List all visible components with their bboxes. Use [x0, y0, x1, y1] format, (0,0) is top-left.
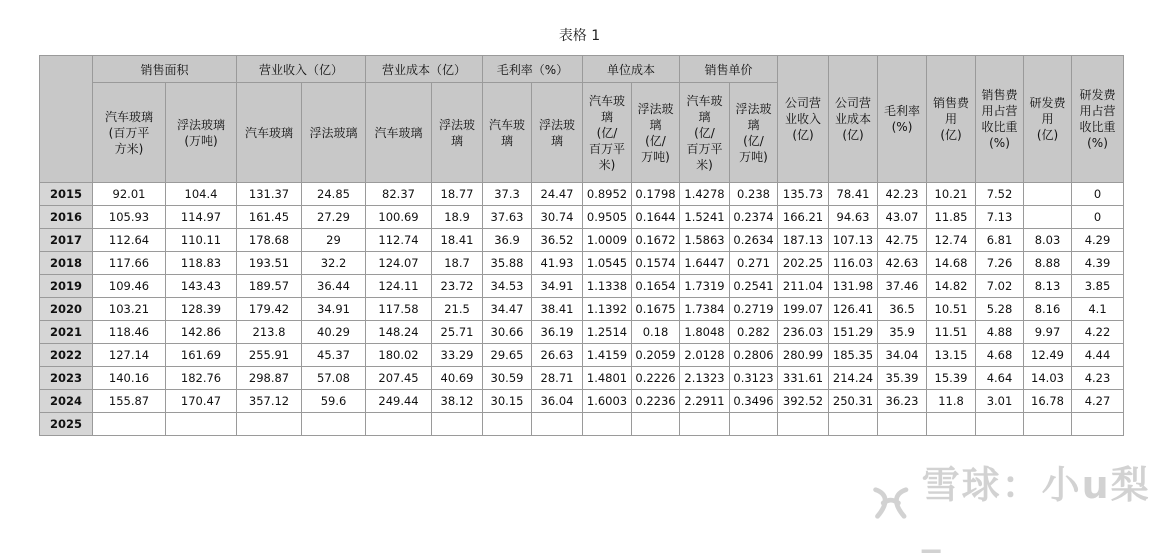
table-row: [40, 413, 1124, 436]
data-cell: 0: [1072, 206, 1124, 229]
data-cell: 110.11: [166, 229, 237, 252]
data-cell: 0.2806: [730, 344, 778, 367]
data-cell: 1.0545: [583, 252, 632, 275]
data-cell: 35.39: [878, 367, 927, 390]
data-cell: 255.91: [237, 344, 302, 367]
data-cell: 9.97: [1024, 321, 1072, 344]
data-cell: 0.8952: [583, 183, 632, 206]
data-cell: 1.7319: [680, 275, 730, 298]
data-cell: 128.39: [166, 298, 237, 321]
data-cell: 1.4801: [583, 367, 632, 390]
data-cell: 100.69: [366, 206, 432, 229]
data-cell: 4.88: [976, 321, 1024, 344]
data-cell: 0.3496: [730, 390, 778, 413]
data-cell: [976, 413, 1024, 436]
table-row: [40, 390, 1124, 413]
data-cell: 250.31: [829, 390, 878, 413]
table-row: [40, 206, 1124, 229]
data-cell: 1.0009: [583, 229, 632, 252]
data-cell: 143.43: [166, 275, 237, 298]
table-row: [40, 344, 1124, 367]
table-header: [40, 56, 1124, 183]
data-cell: 0.2374: [730, 206, 778, 229]
data-cell: 1.4278: [680, 183, 730, 206]
data-cell: 1.5863: [680, 229, 730, 252]
data-cell: 35.9: [878, 321, 927, 344]
data-cell: 0.2059: [632, 344, 680, 367]
year-cell: 2019: [40, 275, 93, 298]
table-row: [40, 367, 1124, 390]
data-cell: 0.1574: [632, 252, 680, 275]
data-cell: 2.2911: [680, 390, 730, 413]
data-cell: 148.24: [366, 321, 432, 344]
data-cell: 36.44: [302, 275, 366, 298]
data-cell: 24.47: [532, 183, 583, 206]
data-cell: 0.2236: [632, 390, 680, 413]
data-cell: 0.2719: [730, 298, 778, 321]
data-cell: 18.77: [432, 183, 483, 206]
data-cell: 298.87: [237, 367, 302, 390]
data-cell: 249.44: [366, 390, 432, 413]
data-cell: 15.39: [927, 367, 976, 390]
table-row: [40, 298, 1124, 321]
data-cell: 0.2634: [730, 229, 778, 252]
sub-header-4-0: 汽车玻 璃 (亿/ 百万平 米): [583, 83, 632, 183]
single-header-3: 销售费 用 (亿): [927, 56, 976, 183]
data-cell: 131.98: [829, 275, 878, 298]
data-cell: 140.16: [93, 367, 166, 390]
group-header-5: 销售单价: [680, 56, 778, 83]
data-cell: 1.6447: [680, 252, 730, 275]
data-cell: 189.57: [237, 275, 302, 298]
watermark: [868, 462, 1159, 553]
data-cell: 117.66: [93, 252, 166, 275]
data-cell: 42.75: [878, 229, 927, 252]
data-cell: [927, 413, 976, 436]
data-cell: 34.04: [878, 344, 927, 367]
data-cell: 3.01: [976, 390, 1024, 413]
data-cell: 0.1798: [632, 183, 680, 206]
data-cell: [680, 413, 730, 436]
data-cell: [1072, 413, 1124, 436]
data-cell: 331.61: [778, 367, 829, 390]
data-cell: 29: [302, 229, 366, 252]
data-cell: 18.9: [432, 206, 483, 229]
table-row: [40, 229, 1124, 252]
data-cell: 41.93: [532, 252, 583, 275]
data-cell: 5.28: [976, 298, 1024, 321]
data-cell: 105.93: [93, 206, 166, 229]
data-cell: 0.1654: [632, 275, 680, 298]
data-cell: [532, 413, 583, 436]
table-row: [40, 275, 1124, 298]
data-cell: 392.52: [778, 390, 829, 413]
data-cell: [583, 413, 632, 436]
data-cell: 0.271: [730, 252, 778, 275]
data-cell: 23.72: [432, 275, 483, 298]
single-header-2: 毛利率 (%): [878, 56, 927, 183]
data-cell: 21.5: [432, 298, 483, 321]
group-header-3: 毛利率（%）: [483, 56, 583, 83]
data-cell: 25.71: [432, 321, 483, 344]
data-cell: 43.07: [878, 206, 927, 229]
data-cell: 34.91: [532, 275, 583, 298]
sub-header-4-1: 浮法玻 璃 (亿/ 万吨): [632, 83, 680, 183]
data-cell: [432, 413, 483, 436]
data-cell: 42.63: [878, 252, 927, 275]
year-cell: 2024: [40, 390, 93, 413]
data-cell: [1024, 183, 1072, 206]
data-cell: 37.63: [483, 206, 532, 229]
data-cell: 42.23: [878, 183, 927, 206]
data-cell: 124.07: [366, 252, 432, 275]
year-cell: 2016: [40, 206, 93, 229]
data-cell: 4.44: [1072, 344, 1124, 367]
data-cell: 7.26: [976, 252, 1024, 275]
data-cell: 107.13: [829, 229, 878, 252]
data-cell: 36.04: [532, 390, 583, 413]
data-cell: 179.42: [237, 298, 302, 321]
data-cell: 0.2541: [730, 275, 778, 298]
data-cell: 8.16: [1024, 298, 1072, 321]
year-cell: 2020: [40, 298, 93, 321]
data-cell: 36.19: [532, 321, 583, 344]
data-cell: 10.21: [927, 183, 976, 206]
data-cell: 36.9: [483, 229, 532, 252]
sub-header-3-1: 浮法玻璃: [532, 83, 583, 183]
data-cell: 57.08: [302, 367, 366, 390]
data-cell: [730, 413, 778, 436]
data-cell: 13.15: [927, 344, 976, 367]
corner-header-cell: [40, 56, 93, 183]
data-cell: 4.29: [1072, 229, 1124, 252]
data-cell: 82.37: [366, 183, 432, 206]
data-cell: 202.25: [778, 252, 829, 275]
data-cell: 124.11: [366, 275, 432, 298]
data-cell: 0.282: [730, 321, 778, 344]
data-cell: 2.0128: [680, 344, 730, 367]
sub-header-5-0: 汽车玻 璃 (亿/ 百万平 米): [680, 83, 730, 183]
data-cell: 185.35: [829, 344, 878, 367]
data-cell: 170.47: [166, 390, 237, 413]
data-cell: 127.14: [93, 344, 166, 367]
data-cell: 37.46: [878, 275, 927, 298]
sub-header-3-0: 汽车玻 璃: [483, 83, 532, 183]
data-cell: 1.8048: [680, 321, 730, 344]
data-cell: 1.2514: [583, 321, 632, 344]
data-cell: 30.66: [483, 321, 532, 344]
data-cell: 161.69: [166, 344, 237, 367]
data-cell: 207.45: [366, 367, 432, 390]
single-header-1: 公司营 业成本 (亿): [829, 56, 878, 183]
data-cell: 118.46: [93, 321, 166, 344]
year-cell: 2017: [40, 229, 93, 252]
sub-header-2-0: 汽车玻璃: [366, 83, 432, 183]
data-cell: 92.01: [93, 183, 166, 206]
table-body: [40, 183, 1124, 436]
data-cell: [93, 413, 166, 436]
sub-header-0-1: 浮法玻璃 (万吨): [166, 83, 237, 183]
financial-table: [39, 55, 1124, 436]
data-cell: 11.8: [927, 390, 976, 413]
year-cell: 2023: [40, 367, 93, 390]
data-cell: 1.1392: [583, 298, 632, 321]
data-cell: 14.82: [927, 275, 976, 298]
data-cell: 18.41: [432, 229, 483, 252]
table-title: 表格 1: [558, 28, 601, 44]
data-cell: 12.49: [1024, 344, 1072, 367]
snowball-logo-icon: [868, 479, 914, 527]
year-cell: 2022: [40, 344, 93, 367]
data-cell: 213.8: [237, 321, 302, 344]
data-cell: [829, 413, 878, 436]
single-header-0: 公司营 业收入 (亿): [778, 56, 829, 183]
data-cell: 1.1338: [583, 275, 632, 298]
data-cell: 1.4159: [583, 344, 632, 367]
data-cell: 38.41: [532, 298, 583, 321]
data-cell: 155.87: [93, 390, 166, 413]
data-cell: 118.83: [166, 252, 237, 275]
data-cell: 1.6003: [583, 390, 632, 413]
year-cell: 2018: [40, 252, 93, 275]
data-cell: 135.73: [778, 183, 829, 206]
table-row: [40, 321, 1124, 344]
year-cell: 2015: [40, 183, 93, 206]
single-header-6: 研发费 用占营 收比重 (%): [1072, 56, 1124, 183]
data-cell: 30.15: [483, 390, 532, 413]
data-cell: 0.9505: [583, 206, 632, 229]
data-cell: 30.59: [483, 367, 532, 390]
data-cell: 28.71: [532, 367, 583, 390]
data-cell: [778, 413, 829, 436]
data-cell: 0.1644: [632, 206, 680, 229]
data-cell: 34.91: [302, 298, 366, 321]
data-cell: [366, 413, 432, 436]
data-cell: [878, 413, 927, 436]
data-cell: 117.58: [366, 298, 432, 321]
data-cell: 0.2226: [632, 367, 680, 390]
data-cell: 116.03: [829, 252, 878, 275]
data-cell: 14.68: [927, 252, 976, 275]
data-cell: [1024, 413, 1072, 436]
table-row: [40, 252, 1124, 275]
data-cell: 36.23: [878, 390, 927, 413]
data-cell: 112.64: [93, 229, 166, 252]
data-cell: 3.85: [1072, 275, 1124, 298]
data-cell: 12.74: [927, 229, 976, 252]
group-header-0: 销售面积: [93, 56, 237, 83]
data-cell: 0.1675: [632, 298, 680, 321]
data-cell: 32.2: [302, 252, 366, 275]
data-cell: 18.7: [432, 252, 483, 275]
data-cell: 1.5241: [680, 206, 730, 229]
data-cell: 34.53: [483, 275, 532, 298]
data-cell: [166, 413, 237, 436]
single-header-5: 研发费 用 (亿): [1024, 56, 1072, 183]
data-cell: 6.81: [976, 229, 1024, 252]
data-cell: 11.51: [927, 321, 976, 344]
data-cell: 38.12: [432, 390, 483, 413]
data-cell: 112.74: [366, 229, 432, 252]
data-cell: 0: [1072, 183, 1124, 206]
data-cell: 0.238: [730, 183, 778, 206]
data-cell: [483, 413, 532, 436]
data-cell: 94.63: [829, 206, 878, 229]
data-cell: 151.29: [829, 321, 878, 344]
data-cell: 214.24: [829, 367, 878, 390]
data-cell: 7.13: [976, 206, 1024, 229]
data-cell: 33.29: [432, 344, 483, 367]
data-cell: 193.51: [237, 252, 302, 275]
data-cell: 180.02: [366, 344, 432, 367]
table-row: [40, 183, 1124, 206]
sub-header-1-1: 浮法玻璃: [302, 83, 366, 183]
data-cell: 4.1: [1072, 298, 1124, 321]
data-cell: 35.88: [483, 252, 532, 275]
data-cell: 4.23: [1072, 367, 1124, 390]
data-cell: 29.65: [483, 344, 532, 367]
data-cell: [302, 413, 366, 436]
data-cell: 11.85: [927, 206, 976, 229]
data-cell: 34.47: [483, 298, 532, 321]
data-cell: 236.03: [778, 321, 829, 344]
data-cell: 0.1672: [632, 229, 680, 252]
data-cell: 8.03: [1024, 229, 1072, 252]
data-cell: 104.4: [166, 183, 237, 206]
data-cell: 10.51: [927, 298, 976, 321]
data-cell: 8.13: [1024, 275, 1072, 298]
data-cell: 280.99: [778, 344, 829, 367]
data-cell: 16.78: [1024, 390, 1072, 413]
data-cell: 4.27: [1072, 390, 1124, 413]
data-cell: 142.86: [166, 321, 237, 344]
data-cell: 4.22: [1072, 321, 1124, 344]
data-cell: 2.1323: [680, 367, 730, 390]
data-cell: 40.69: [432, 367, 483, 390]
data-cell: 0.3123: [730, 367, 778, 390]
data-cell: 211.04: [778, 275, 829, 298]
data-cell: 126.41: [829, 298, 878, 321]
data-cell: 30.74: [532, 206, 583, 229]
data-cell: 114.97: [166, 206, 237, 229]
sub-header-0-0: 汽车玻璃 (百万平 方米): [93, 83, 166, 183]
data-cell: 178.68: [237, 229, 302, 252]
data-cell: 182.76: [166, 367, 237, 390]
data-cell: 36.5: [878, 298, 927, 321]
data-cell: 37.3: [483, 183, 532, 206]
data-cell: 4.68: [976, 344, 1024, 367]
data-cell: 59.6: [302, 390, 366, 413]
sub-header-2-1: 浮法玻 璃: [432, 83, 483, 183]
data-cell: 1.7384: [680, 298, 730, 321]
data-cell: 109.46: [93, 275, 166, 298]
data-cell: [1024, 206, 1072, 229]
data-cell: 7.52: [976, 183, 1024, 206]
group-header-1: 营业收入（亿）: [237, 56, 366, 83]
data-cell: 4.64: [976, 367, 1024, 390]
data-cell: 199.07: [778, 298, 829, 321]
sub-header-1-0: 汽车玻璃: [237, 83, 302, 183]
year-cell: 2021: [40, 321, 93, 344]
data-cell: [237, 413, 302, 436]
data-cell: 45.37: [302, 344, 366, 367]
data-cell: [632, 413, 680, 436]
data-cell: 161.45: [237, 206, 302, 229]
data-cell: 166.21: [778, 206, 829, 229]
sub-header-5-1: 浮法玻 璃 (亿/ 万吨): [730, 83, 778, 183]
data-cell: 0.18: [632, 321, 680, 344]
data-cell: 7.02: [976, 275, 1024, 298]
data-cell: 8.88: [1024, 252, 1072, 275]
data-cell: 24.85: [302, 183, 366, 206]
group-header-4: 单位成本: [583, 56, 680, 83]
watermark-text: 雪球：小u梨_: [921, 462, 1151, 553]
data-cell: 131.37: [237, 183, 302, 206]
data-cell: 103.21: [93, 298, 166, 321]
data-cell: 4.39: [1072, 252, 1124, 275]
group-header-2: 营业成本（亿）: [366, 56, 483, 83]
data-cell: 26.63: [532, 344, 583, 367]
year-cell: 2025: [40, 413, 93, 436]
data-cell: 187.13: [778, 229, 829, 252]
single-header-4: 销售费 用占营 收比重 (%): [976, 56, 1024, 183]
data-cell: 27.29: [302, 206, 366, 229]
data-cell: 357.12: [237, 390, 302, 413]
data-cell: 14.03: [1024, 367, 1072, 390]
data-cell: 36.52: [532, 229, 583, 252]
data-cell: 40.29: [302, 321, 366, 344]
data-cell: 78.41: [829, 183, 878, 206]
